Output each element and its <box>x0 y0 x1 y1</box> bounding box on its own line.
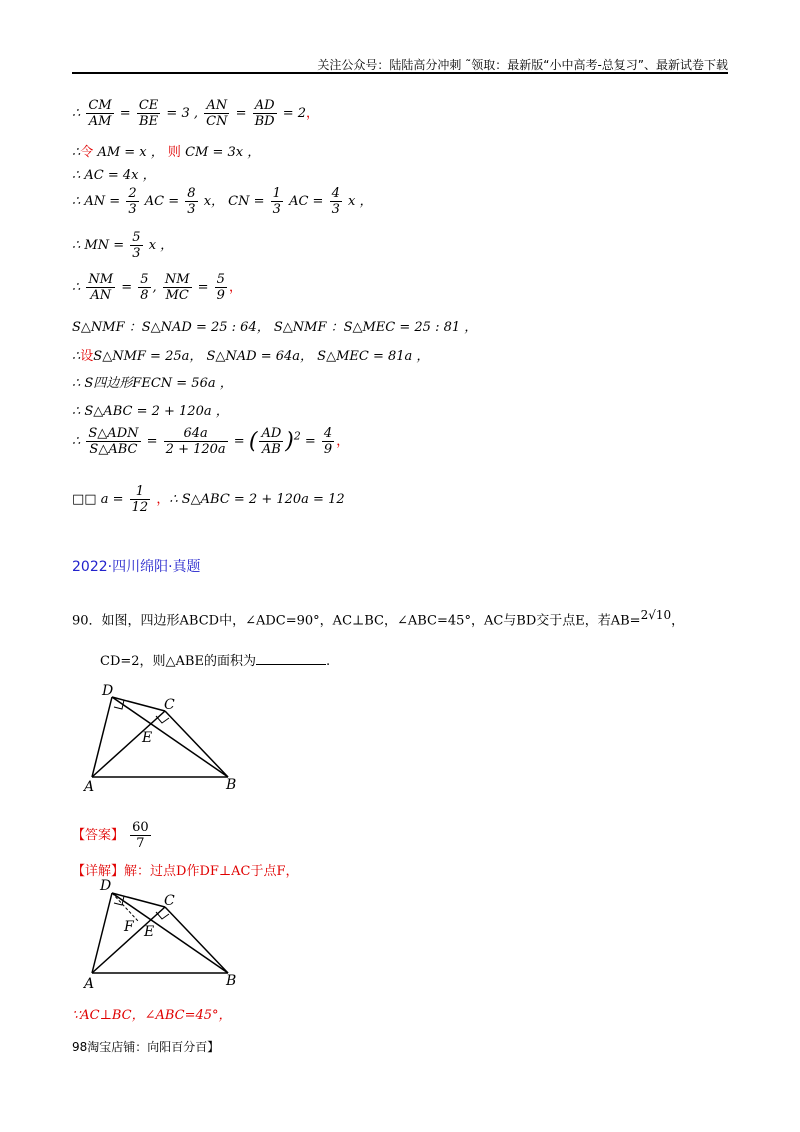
page-footer: 98淘宝店铺：向阳百分百】 <box>72 1040 220 1054</box>
svg-text:E: E <box>144 924 155 940</box>
question-line-1: 90．如图，四边形ABCD中，∠ADC=90°，AC⊥BC，∠ABC=45°，AC与BD交于点E，若AB=$^{2√10}$， <box>72 608 685 629</box>
line-11: ∴ $\frac{\text{S△ADN}}{\text{S△ABC}}$ = $\frac{64a}{2 + 120a}$ = ( $\frac{AD}{AB}$ )$^2$ = $\frac{4}{9}$ ， <box>72 426 350 457</box>
line-8: ∴设S△NMF = 25a， S△NAD = 64a， S△MEC = 81a ， <box>72 349 430 364</box>
answer-blank <box>256 664 326 665</box>
figure-2 <box>80 873 260 993</box>
line-9: ∴ S四边形FECN = 56a ， <box>72 376 233 391</box>
line-5: ∴ MN = $\frac{5}{3}$ x ， <box>72 230 174 261</box>
svg-text:B: B <box>226 777 237 793</box>
svg-text:D: D <box>100 878 112 894</box>
line-4: ∴ AN = $\frac{2}{3}$ AC = $\frac{8}{3}$ x， CN = $\frac{1}{3}$ AC = $\frac{4}{3}$ x ， <box>72 186 373 217</box>
answer: 【答案】 $\frac{60}{7}$ <box>72 820 149 851</box>
line-2: ∴令 AM = x ， 则 CM = 3x ， <box>72 145 261 160</box>
header-text: 关注公众号：陆陆高分冲刺 ˜领取：最新版“小中高考-总复习”、最新试卷下载 <box>317 58 728 72</box>
svg-text:A: A <box>84 976 95 992</box>
svg-text:C: C <box>164 697 175 713</box>
page-header <box>72 56 728 74</box>
line-6: ∴ $\frac{NM}{AN}$ = $\frac{5}{8}$ , $\frac{NM}{MC}$ = $\frac{5}{9}$ ， <box>72 272 242 303</box>
line-1: ∴ $\frac{CM}{AM}$ = $\frac{CE}{BE}$ = 3 , $\frac{AN}{CN}$ = $\frac{AD}{BD}$ = 2， <box>72 98 320 129</box>
detail: 【详解】解：过点D作DF⊥AC于点F， <box>72 864 299 879</box>
svg-text:B: B <box>226 973 237 989</box>
line-7: S△NMF ：S△NAD = 25 : 64， S△NMF ：S△MEC = 25 : 81 ， <box>72 320 478 335</box>
line-12: □□ a = $\frac{1}{12}$ ，∴ S△ABC = 2 + 120a = 12 <box>72 484 345 515</box>
line-3: ∴ AC = 4x ， <box>72 168 156 183</box>
svg-text:D: D <box>102 683 114 699</box>
line-10: ∴ S△ABC = 2 + 120a ， <box>72 404 229 419</box>
because-line: ∵AC⊥BC，∠ABC=45°， <box>72 1008 232 1023</box>
svg-text:F: F <box>124 919 134 935</box>
svg-text:E: E <box>142 730 153 746</box>
section-title: 2022·四川绵阳·真题 <box>72 559 201 575</box>
question-line-2: CD=2，则△ABE的面积为 . <box>100 654 331 669</box>
figure-1 <box>80 680 260 795</box>
svg-text:C: C <box>164 893 175 909</box>
svg-text:A: A <box>84 779 95 795</box>
